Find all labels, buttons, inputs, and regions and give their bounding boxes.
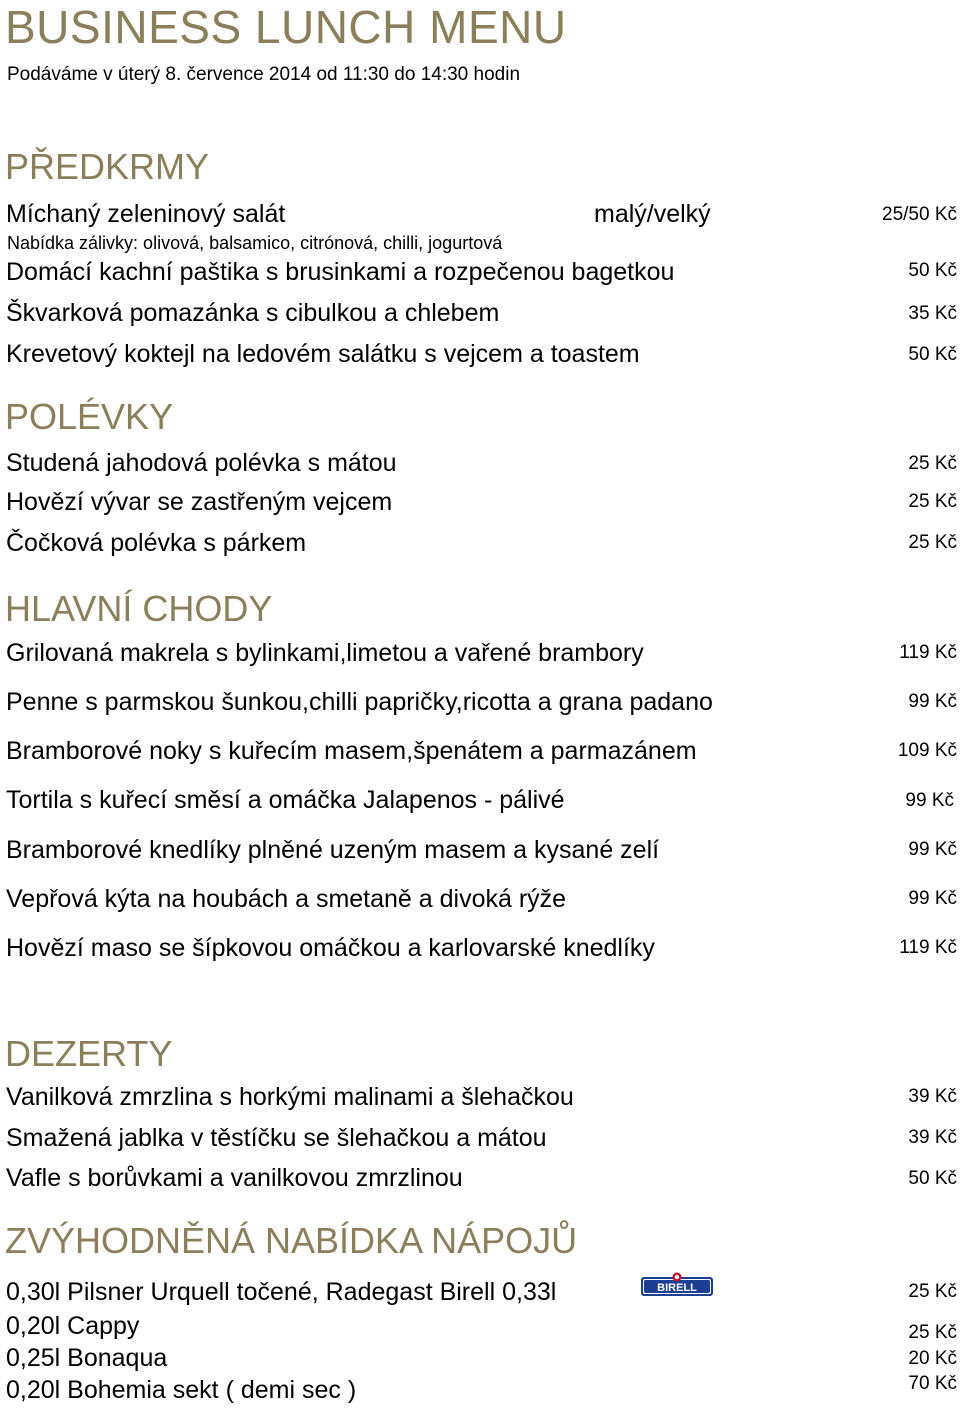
drink-item-name: 0,30l Pilsner Urquell točené, Radegast Birell 0,33l — [6, 1278, 557, 1306]
menu-item-price: 25/50 Kč — [882, 204, 957, 225]
menu-item-price: 119 Kč — [899, 642, 957, 663]
drink-item-price: 25 Kč — [908, 1322, 957, 1343]
menu-item-name: Studená jahodová polévka s mátou — [6, 449, 397, 477]
menu-item-price: 119 Kč — [899, 937, 957, 958]
menu-item-price: 99 Kč — [908, 888, 957, 909]
menu-item-name: Škvarková pomazánka s cibulkou a chlebem — [6, 299, 500, 327]
drink-item-name: 0,20l Cappy — [6, 1312, 140, 1340]
menu-item-name: Hovězí vývar se zastřeným vejcem — [6, 488, 393, 516]
menu-item-note: Nabídka zálivky: olivová, balsamico, citrónová, chilli, jogurtová — [7, 233, 503, 253]
menu-item-name: Grilovaná makrela s bylinkami,limetou a vařené brambory — [6, 639, 644, 667]
menu-item-name: Vafle s borůvkami a vanilkovou zmrzlinou — [6, 1164, 463, 1192]
section-title-napoje: ZVÝHODNĚNÁ NABÍDKA NÁPOJŮ — [5, 1220, 578, 1261]
menu-item-price: 25 Kč — [908, 453, 957, 474]
section-title-hlavni: HLAVNÍ CHODY — [5, 588, 273, 629]
menu-item-name: Penne s parmskou šunkou,chilli papričky,ricotta a grana padano — [6, 688, 713, 716]
menu-item-name: Vanilková zmrzlina s horkými malinami a šlehačkou — [6, 1083, 574, 1111]
birell-logo-icon — [640, 1272, 714, 1298]
menu-item-name: Domácí kachní paštika s brusinkami a rozpečenou bagetkou — [6, 258, 675, 286]
menu-item-price: 25 Kč — [908, 491, 957, 512]
menu-item-price: 99 Kč — [908, 839, 957, 860]
menu-item-name: Bramborové knedlíky plněné uzeným masem a kysané zelí — [6, 836, 660, 864]
drink-item-price: 70 Kč — [908, 1373, 957, 1394]
drink-item-name: 0,20l Bohemia sekt ( demi sec ) — [6, 1376, 357, 1404]
menu-item-price: 99 Kč — [905, 790, 954, 811]
menu-item-price: 50 Kč — [908, 260, 957, 281]
menu-item-name: Hovězí maso se šípkovou omáčkou a karlovarské knedlíky — [6, 934, 655, 962]
page-title: BUSINESS LUNCH MENU — [5, 1, 567, 53]
menu-item-price: 35 Kč — [908, 303, 957, 324]
page-subtitle: Podáváme v úterý 8. července 2014 od 11:30 do 14:30 hodin — [7, 64, 521, 85]
menu-item-name: Tortila s kuřecí směsí a omáčka Jalapenos - pálivé — [6, 786, 565, 814]
drink-item-price: 25 Kč — [908, 1281, 957, 1302]
menu-item-price: 50 Kč — [908, 1168, 957, 1189]
menu-item-name: Smažená jablka v těstíčku se šlehačkou a mátou — [6, 1124, 547, 1152]
section-title-polevky: POLÉVKY — [5, 396, 174, 437]
menu-item-price: 109 Kč — [897, 740, 957, 761]
drink-item-price: 20 Kč — [908, 1348, 957, 1369]
menu-item-size: malý/velký — [594, 200, 711, 228]
menu-item-name: Čočková polévka s párkem — [6, 529, 307, 557]
menu-item-price: 99 Kč — [908, 691, 957, 712]
menu-item-price: 39 Kč — [908, 1127, 957, 1148]
birell-logo-text: BIRELL — [657, 1282, 697, 1294]
menu-item-price: 25 Kč — [908, 532, 957, 553]
section-title-predkrmy: PŘEDKRMY — [5, 146, 210, 187]
menu-item-name: Krevetový koktejl na ledovém salátku s vejcem a toastem — [6, 340, 640, 368]
menu-item-name: Vepřová kýta na houbách a smetaně a divoká rýže — [6, 885, 567, 913]
menu-item-name: Bramborové noky s kuřecím masem,špenátem a parmazánem — [6, 737, 697, 765]
drink-item-name: 0,25l Bonaqua — [6, 1344, 168, 1372]
menu-item-price: 39 Kč — [908, 1086, 957, 1107]
menu-item-name: Míchaný zeleninový salát — [6, 200, 286, 228]
section-title-dezerty: DEZERTY — [5, 1033, 173, 1074]
menu-item-price: 50 Kč — [908, 344, 957, 365]
